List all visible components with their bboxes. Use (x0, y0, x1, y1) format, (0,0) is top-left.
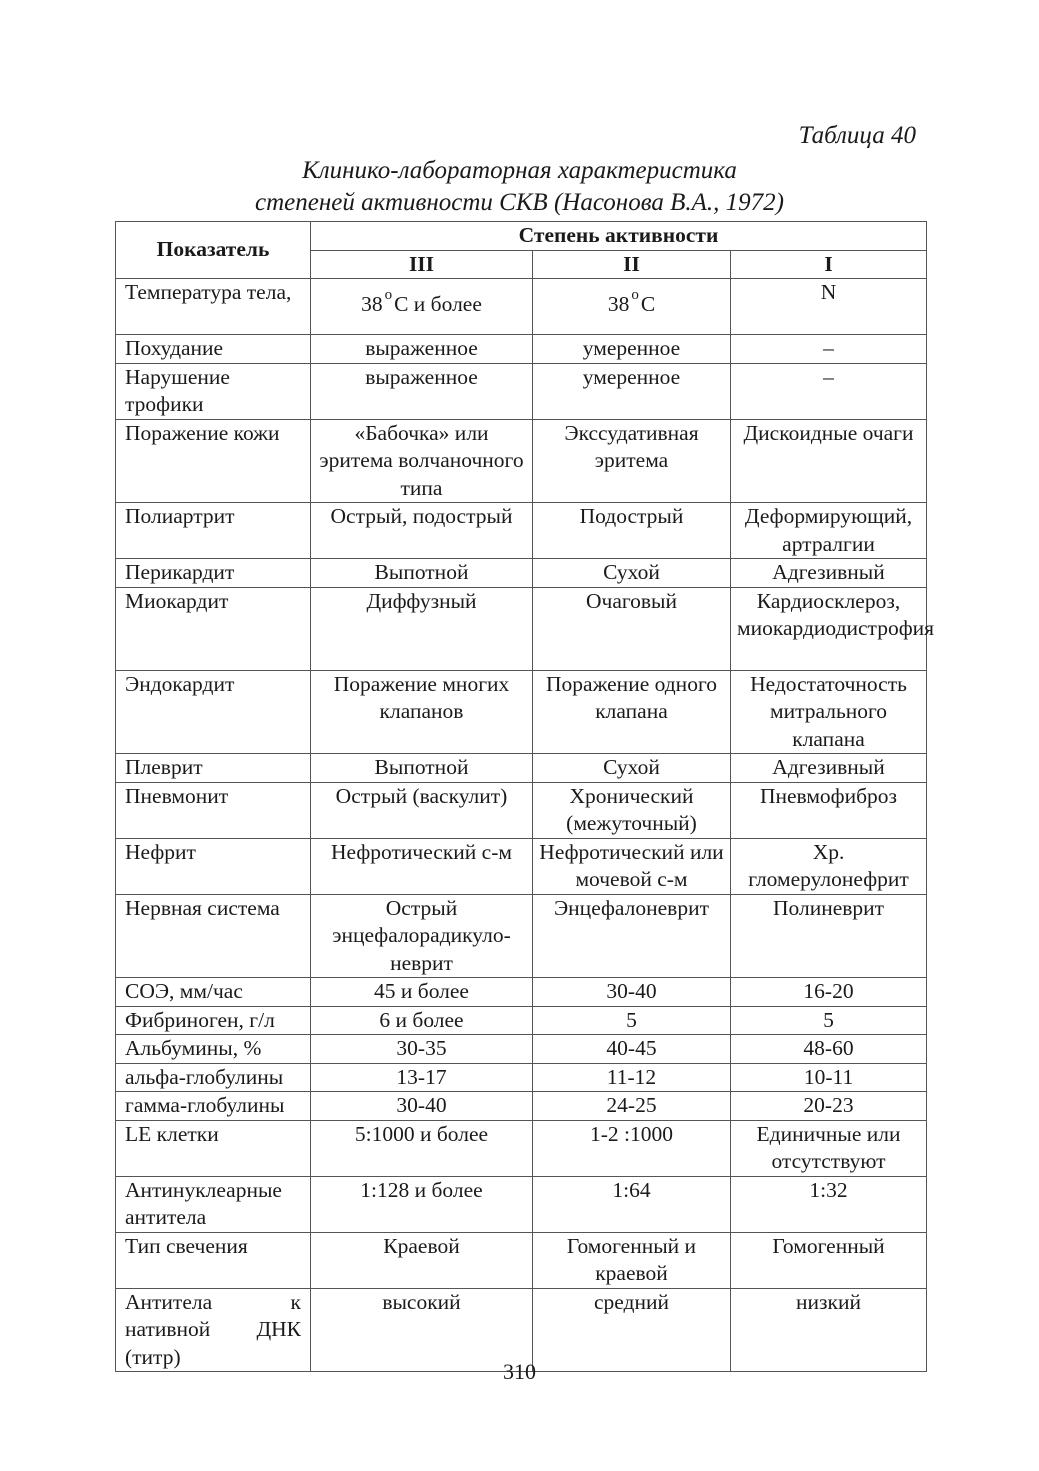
cell-degree-2: Подострый (533, 503, 731, 559)
cell-degree-1: 20-23 (731, 1092, 927, 1121)
cell-degree-2: 1:64 (533, 1176, 731, 1232)
row-label: Перикардит (116, 559, 311, 588)
cell-degree-1: 16-20 (731, 978, 927, 1007)
cell-degree-3 (311, 279, 533, 335)
cell-degree-1: Пневмофиброз (731, 782, 927, 838)
cell-degree-3: 30-35 (311, 1035, 533, 1064)
table-row (116, 503, 927, 559)
row-label: Нервная система (116, 894, 311, 978)
cell-degree-1: Кардиосклероз, миокардиодистрофия (731, 587, 927, 670)
row-label: СОЭ, мм/час (116, 978, 311, 1007)
cell-degree-2: 40-45 (533, 1035, 731, 1064)
cell-degree-2 (533, 279, 731, 335)
cell-degree-2: 24-25 (533, 1092, 731, 1121)
cell-degree-3: Краевой (311, 1232, 533, 1288)
row-label: Антинуклеарные антитела (116, 1176, 311, 1232)
row-label: Полиартрит (116, 503, 311, 559)
row-label: Тип свечения (116, 1232, 311, 1288)
cell-degree-2: 30-40 (533, 978, 731, 1007)
cell-degree-1: Адгезивный (731, 754, 927, 783)
row-label: LE клетки (116, 1120, 311, 1176)
table-row (116, 1092, 927, 1121)
cell-degree-3: 1:128 и более (311, 1176, 533, 1232)
table-row (116, 754, 927, 783)
table-row (116, 838, 927, 894)
table-row (116, 279, 927, 335)
cell-degree-2: Энцефалоневрит (533, 894, 731, 978)
table-row (116, 1035, 927, 1064)
table-row (116, 335, 927, 364)
cell-degree-2: умеренное (533, 335, 731, 364)
cell-degree-3: 45 и более (311, 978, 533, 1007)
cell-degree-2: Хронический (межуточный) (533, 782, 731, 838)
table-row (116, 363, 927, 419)
row-label: Плеврит (116, 754, 311, 783)
temp-value: 38 (607, 292, 630, 317)
cell-degree-3: выраженное (311, 335, 533, 364)
cell-degree-1: Дискоидные очаги (731, 419, 927, 503)
cell-degree-3: Острый (васкулит) (311, 782, 533, 838)
cell-degree-3: Диффузный (311, 587, 533, 670)
cell-degree-1: – (731, 363, 927, 419)
cell-degree-1: 10-11 (731, 1063, 927, 1092)
cell-degree-2: 1-2 :1000 (533, 1120, 731, 1176)
temp-suffix: С и более (394, 292, 482, 317)
cell-degree-3: Выпотной (311, 754, 533, 783)
table-row (116, 1176, 927, 1232)
row-label: Альбумины, % (116, 1035, 311, 1064)
degree-sign: о (384, 287, 393, 304)
cell-degree-2: Поражение одного клапана (533, 670, 731, 754)
cell-degree-1: – (731, 335, 927, 364)
temp-value: 38 (361, 292, 383, 317)
cell-degree-1: 48-60 (731, 1035, 927, 1064)
row-label: Эндокардит (116, 670, 311, 754)
table-title-line-1: Клинико-лабораторная характеристика (302, 157, 737, 184)
activity-table (115, 221, 935, 1372)
cell-degree-2: умеренное (533, 363, 731, 419)
table-row (116, 1006, 927, 1035)
cell-degree-2: средний (533, 1288, 731, 1372)
row-label: Нарушение трофики (116, 363, 311, 419)
header-degree-2: II (533, 250, 731, 279)
header-indicator: Показатель (116, 222, 311, 279)
table-row (116, 1063, 927, 1092)
table-row (116, 670, 927, 754)
row-label: гамма-глобулины (116, 1092, 311, 1121)
table-row (116, 419, 927, 503)
cell-degree-3: Острый энцефалорадикуло-неврит (311, 894, 533, 978)
header-activity: Степень активности (311, 222, 927, 251)
degree-sign: о (631, 287, 639, 304)
row-label: Нефрит (116, 838, 311, 894)
table-row (116, 978, 927, 1007)
cell-degree-3: 6 и более (311, 1006, 533, 1035)
cell-degree-2: Сухой (533, 754, 731, 783)
header-degree-1: I (731, 250, 927, 279)
cell-degree-2: Нефротический или мочевой с-м (533, 838, 731, 894)
table-row (116, 1232, 927, 1288)
row-label: Миокардит (116, 587, 311, 670)
cell-degree-1: Полиневрит (731, 894, 927, 978)
cell-degree-2: Экссудативная эритема (533, 419, 731, 503)
cell-degree-3: 30-40 (311, 1092, 533, 1121)
table-row (116, 782, 927, 838)
table-row (116, 587, 927, 670)
cell-degree-1: Гомогенный (731, 1232, 927, 1288)
cell-degree-2: 11-12 (533, 1063, 731, 1092)
cell-degree-1: Единичные или отсутствуют (731, 1120, 927, 1176)
cell-degree-1: N (731, 279, 927, 335)
row-label: Температура тела, (116, 279, 311, 335)
cell-degree-1: Деформирующий, артралгии (731, 503, 927, 559)
cell-degree-3: выраженное (311, 363, 533, 419)
cell-degree-3: «Бабочка» или эритема волчаночного типа (311, 419, 533, 503)
table-row (116, 1120, 927, 1176)
cell-degree-1: Хр. гломерулонефрит (731, 838, 927, 894)
table-title-line-2: степеней активности СКВ (Насонова В.А., 1972) (254, 189, 785, 216)
cell-degree-3: Нефротический с-м (311, 838, 533, 894)
cell-degree-3: Острый, подострый (311, 503, 533, 559)
cell-degree-3: 13-17 (311, 1063, 533, 1092)
row-label: Поражение кожи (116, 419, 311, 503)
cell-degree-3: Выпотной (311, 559, 533, 588)
cell-degree-1: низкий (731, 1288, 927, 1372)
cell-degree-1: Недостаточность митрального клапана (731, 670, 927, 754)
row-label: Фибриноген, г/л (116, 1006, 311, 1035)
header-degree-3: III (311, 250, 533, 279)
row-label: альфа-глобулины (116, 1063, 311, 1092)
cell-degree-3: 5:1000 и более (311, 1120, 533, 1176)
table-label: Таблица 40 (798, 122, 916, 149)
cell-degree-2: 5 (533, 1006, 731, 1035)
page-number: 310 (503, 1359, 536, 1384)
cell-degree-1: 5 (731, 1006, 927, 1035)
row-label: Пневмонит (116, 782, 311, 838)
cell-degree-2: Гомогенный и краевой (533, 1232, 731, 1288)
table-row (116, 559, 927, 588)
temp-suffix: С (640, 292, 656, 317)
row-label: Антитела к нативной ДНК (титр) (116, 1288, 311, 1372)
cell-degree-2: Сухой (533, 559, 731, 588)
cell-degree-3: Поражение многих клапанов (311, 670, 533, 754)
cell-degree-1: Адгезивный (731, 559, 927, 588)
cell-degree-3: высокий (311, 1288, 533, 1372)
cell-degree-1: 1:32 (731, 1176, 927, 1232)
row-label: Похудание (116, 335, 311, 364)
table-row (116, 894, 927, 978)
cell-degree-2: Очаговый (533, 587, 731, 670)
